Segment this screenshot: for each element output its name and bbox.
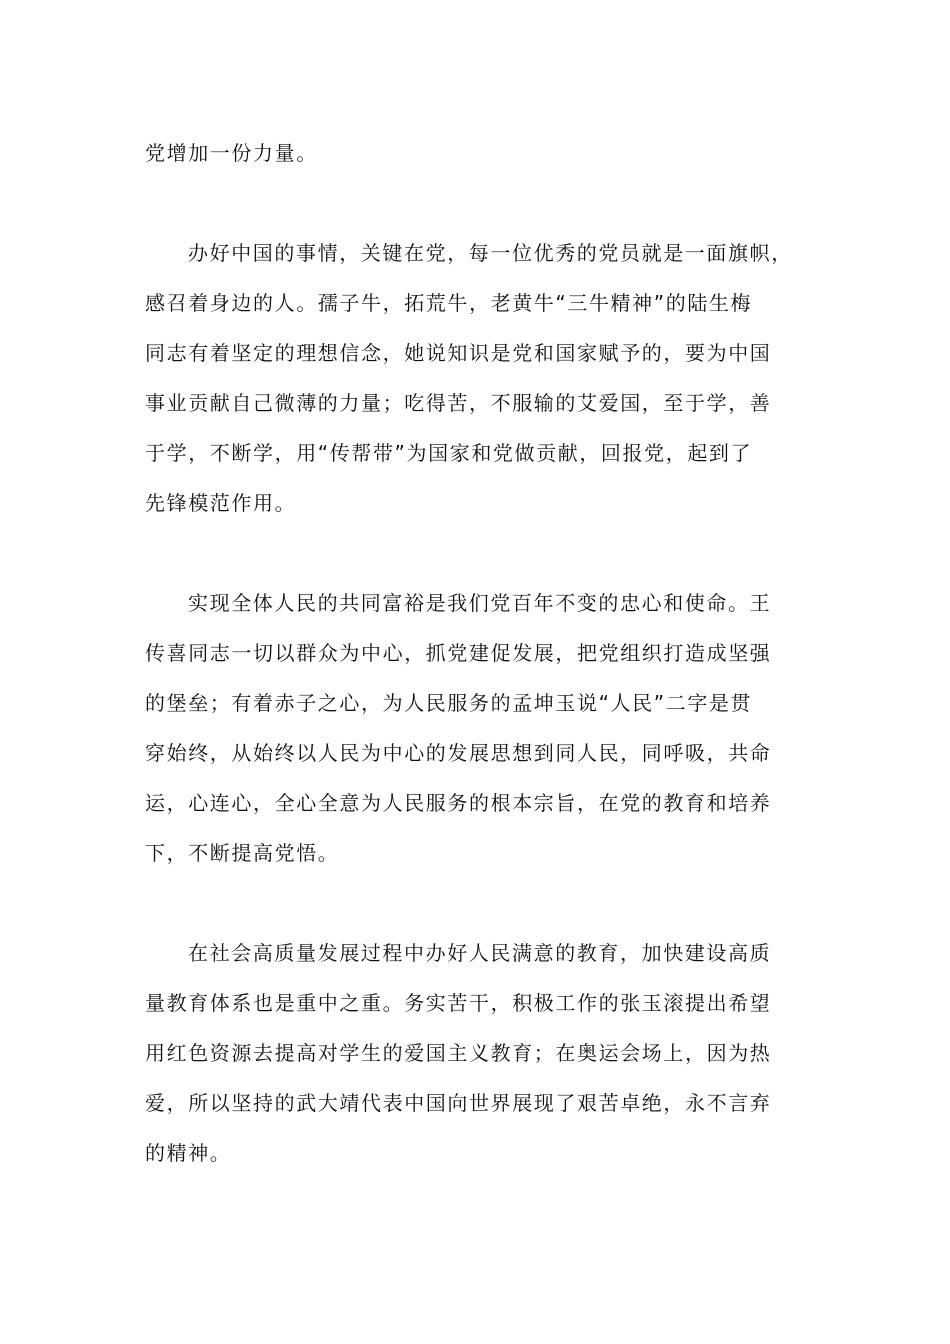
paragraph-line: 同志有着坚定的理想信念，她说知识是党和国家赋予的，要为中国 [145,341,772,365]
paragraph-line: 运，心连心，全心全意为人民服务的根本宗旨，在党的教育和培养 [145,791,772,815]
paragraph-3 [145,578,825,878]
paragraph-line: 先锋模范作用。 [145,491,297,515]
document-body [145,128,825,1178]
paragraph-line: 量教育体系也是重中之重。务实苦干，积极工作的张玉滚提出希望 [145,991,772,1015]
paragraph-2 [145,228,825,528]
paragraph-1 [145,128,825,178]
paragraph-line: 感召着身边的人。孺子牛，拓荒牛，老黄牛“三牛精神”的陆生梅 [145,291,753,315]
paragraph-line: 的精神。 [145,1141,232,1165]
paragraph-line: 爱，所以坚持的武大靖代表中国向世界展现了艰苦卓绝，永不言弃 [145,1091,772,1115]
paragraph-line: 于学，不断学，用“传帮带”为国家和党做贡献，回报党，起到了 [145,441,753,465]
paragraph-line: 传喜同志一切以群众为中心，抓党建促发展，把党组织打造成坚强 [145,641,772,665]
paragraph-line: 下，不断提高党悟。 [145,841,340,865]
paragraph-line: 办好中国的事情，关键在党，每一位优秀的党员就是一面旗帜， [188,241,793,265]
paragraph-line: 的堡垒；有着赤子之心，为人民服务的孟坤玉说“人民”二字是贯 [145,691,753,715]
paragraph-line: 事业贡献自己微薄的力量；吃得苦，不服输的艾爱国，至于学，善 [145,391,772,415]
paragraph-line: 实现全体人民的共同富裕是我们党百年不变的忠心和使命。王 [188,591,772,615]
paragraph-line: 穿始终，从始终以人民为中心的发展思想到同人民，同呼吸，共命 [145,741,772,765]
paragraph-line: 用红色资源去提高对学生的爱国主义教育；在奥运会场上，因为热 [145,1041,772,1065]
paragraph-4 [145,928,825,1178]
paragraph-line: 在社会高质量发展过程中办好人民满意的教育，加快建设高质 [188,941,772,965]
paragraph-line: 党增加一份力量。 [145,141,318,165]
